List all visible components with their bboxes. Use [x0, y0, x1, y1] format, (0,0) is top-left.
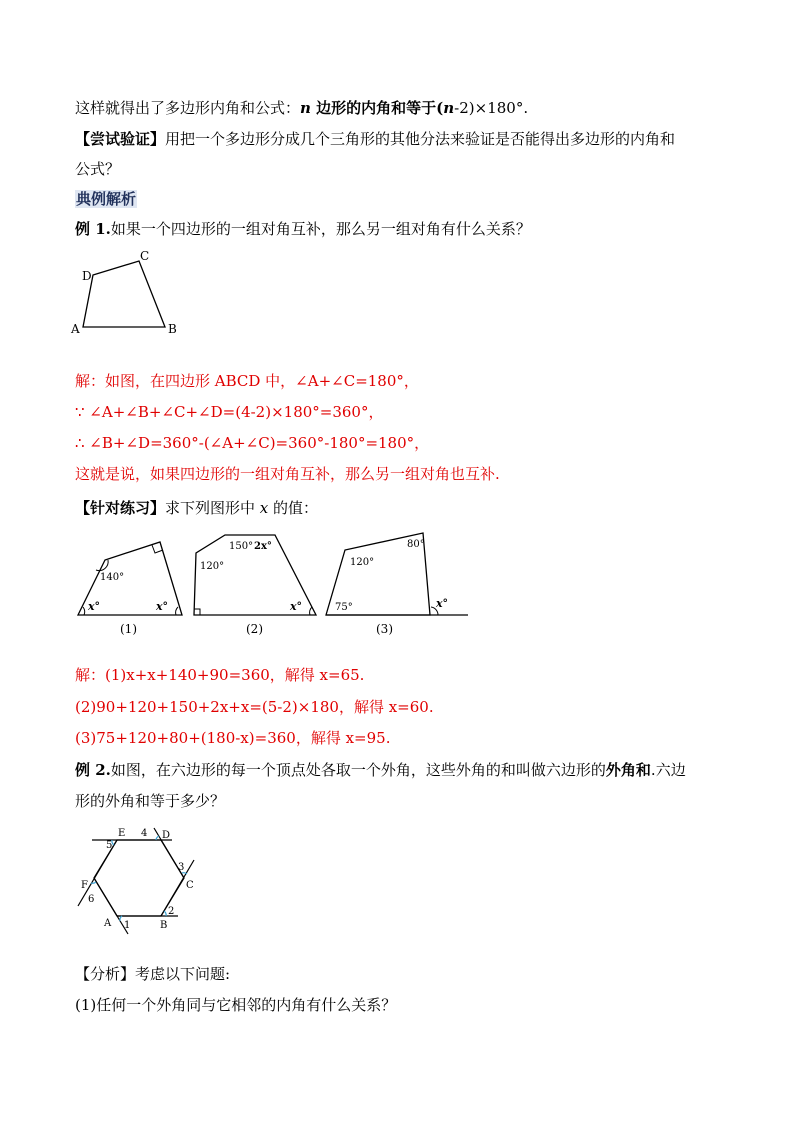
svg-text:x°: x°	[290, 600, 303, 613]
practice-solution-2: (2)90+120+150+2x+x=(5-2)×180，解得 x=60.	[75, 698, 434, 716]
svg-text:C: C	[186, 880, 194, 891]
svg-text:D: D	[82, 269, 92, 283]
formula-line: 这样就得出了多边形内角和公式：n 边形的内角和等于(n-2)×180°.	[75, 99, 529, 117]
example1-question: 例 1.如果一个四边形的一组对角互补，那么另一组对角有什么关系？	[75, 220, 531, 238]
practice-figures	[70, 525, 470, 640]
svg-text:C: C	[140, 249, 150, 263]
try-verify-line-2: 公式？	[75, 160, 121, 178]
practice-figure-3	[326, 533, 468, 636]
try-verify-line: 【尝试验证】用把一个多边形分成几个三角形的其他分法来验证是否能得出多边形的内角和	[75, 130, 676, 148]
svg-text:(3): (3)	[376, 622, 393, 636]
section-title: 典例解析	[76, 190, 137, 208]
svg-text:5: 5	[106, 840, 113, 851]
analysis-question-1: (1)任何一个外角同与它相邻的内角有什么关系？	[75, 996, 397, 1014]
practice-solution-3: (3)75+120+80+(180-x)=360，解得 x=95.	[75, 729, 391, 747]
svg-text:4: 4	[141, 828, 148, 839]
svg-text:75°: 75°	[335, 602, 353, 613]
svg-text:3: 3	[178, 862, 185, 873]
practice-figure-1	[78, 542, 182, 636]
quadrilateral-figure	[70, 248, 190, 340]
practice-question: 【针对练习】求下列图形中 x 的值：	[75, 499, 319, 517]
svg-text:x°: x°	[436, 597, 449, 610]
svg-text:6: 6	[88, 894, 95, 905]
example2-question: 例 2.如图，在六边形的每一个顶点处各取一个外角，这些外角的和叫做六边形的外角和.六边	[75, 761, 686, 779]
example1-solution-4: 这就是说，如果四边形的一组对角互补，那么另一组对角也互补.	[75, 465, 500, 483]
svg-text:A: A	[71, 322, 80, 336]
svg-text:2x°: 2x°	[254, 541, 272, 552]
svg-text:1: 1	[124, 920, 131, 931]
svg-text:B: B	[160, 920, 168, 931]
svg-text:A: A	[104, 918, 112, 929]
svg-text:D: D	[162, 830, 171, 841]
svg-text:80°: 80°	[407, 539, 425, 550]
svg-text:120°: 120°	[200, 561, 225, 572]
svg-text:120°: 120°	[350, 557, 375, 568]
svg-text:x°: x°	[156, 600, 169, 613]
practice-figure-2	[194, 535, 316, 636]
example1-solution-3: ∴ ∠B+∠D=360°-(∠A+∠C)=360°-180°=180°，	[75, 434, 430, 452]
practice-solution-1: 解：(1)x+x+140+90=360，解得 x=65.	[75, 666, 365, 684]
svg-text:F: F	[81, 880, 88, 891]
svg-text:150°: 150°	[229, 541, 254, 552]
hexagon-figure	[70, 822, 205, 942]
example1-solution-2: ∵ ∠A+∠B+∠C+∠D=(4-2)×180°=360°，	[75, 403, 384, 421]
example1-solution-1: 解：如图，在四边形 ABCD 中，∠A+∠C=180°，	[75, 372, 419, 390]
svg-text:x°: x°	[88, 600, 101, 613]
example2-question-2: 形的外角和等于多少？	[75, 792, 226, 810]
svg-text:2: 2	[168, 906, 175, 917]
svg-text:(1): (1)	[120, 622, 137, 636]
svg-text:E: E	[118, 828, 126, 839]
svg-text:140°: 140°	[100, 572, 125, 583]
analysis-line: 【分析】考虑以下问题:	[75, 965, 231, 983]
svg-text:(2): (2)	[246, 622, 263, 636]
svg-text:B: B	[168, 322, 177, 336]
